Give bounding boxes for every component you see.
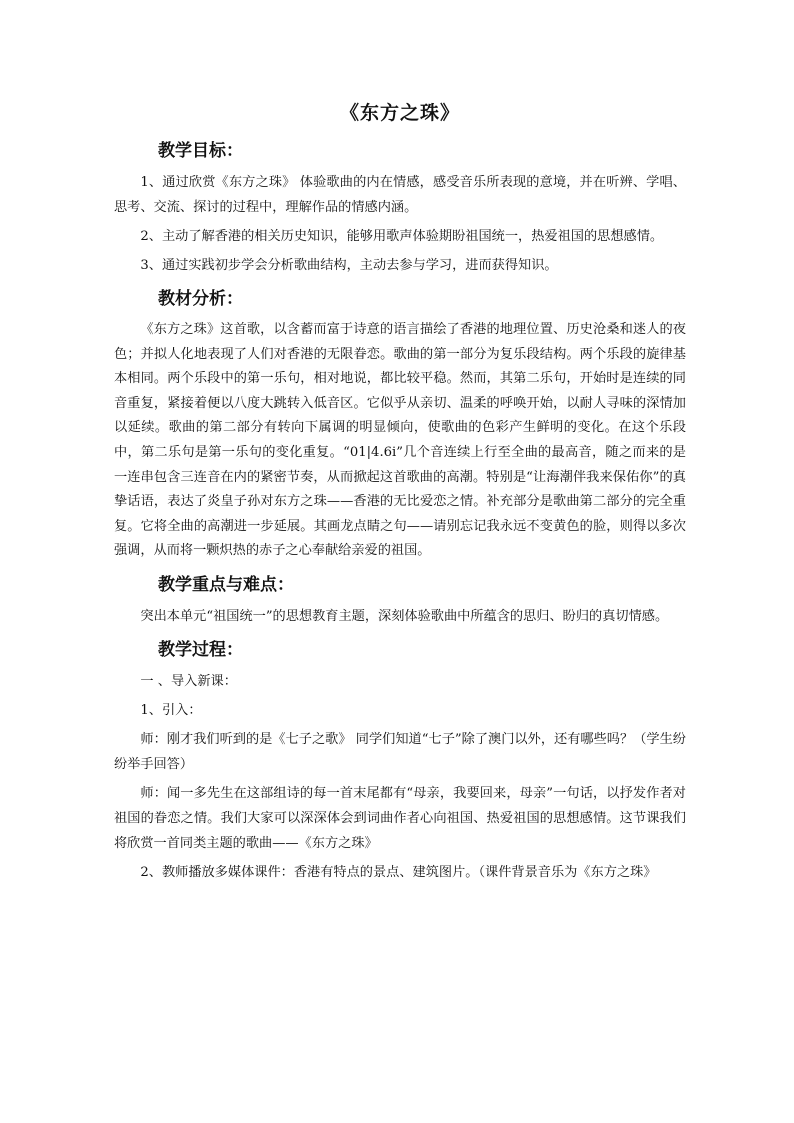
process-step-intro-heading: 一 、导入新课： bbox=[140, 673, 237, 689]
process-step-1-label: 1、引入： bbox=[140, 702, 202, 718]
section-key-points bbox=[114, 570, 686, 629]
objective-paragraph-3: 3、通过实践初步学会分析歌曲结构，主动去参与学习，进而获得知识。 bbox=[140, 258, 558, 273]
material-analysis-paragraph: 《东方之珠》这首歌，以含蓄而富于诗意的语言描绘了香港的地理位置、历史沧桑和迷人的夜色；并拟人化地表现了人们对香港的无限眷恋。歌曲的第一部分为复乐段结构。两个乐段的旋律基本相同。两个乐段中的第一乐句，相对地说，都比较平稳。然而，其第二乐句，开始时是连续的同音重复，紧接着便以八度大跳转入低音区。它似乎从亲切、温柔的呼唤开始，以耐人寻味的深情加以延续。歌曲的第二部分有转向下属调的明显倾向，使歌曲的色彩产生鲜明的变化。在这个乐段中，第二乐句是第一乐句的变化重复。“01|4.6i”几个音连续上行至全曲的最高音，随之而来的是一连串包含三连音在内的紧密节奏，从而掀起这首歌曲的高潮。特别是“让海潮伴我来保佑你”的真挚话语，表达了炎皇子孙对东方之珠——香港的无比爱恋之情。补充部分是歌曲第二部分的完全重复。它将全曲的高潮进一步延展。其画龙点睛之句——请别忘记我永远不变黄色的脸，则得以多次强调，从而将一颗炽热的赤子之心奉献给亲爱的祖国。 bbox=[114, 322, 686, 559]
process-step-2: 2、教师播放多媒体课件：香港有特点的景点、建筑图片。（课件背景音乐为《东方之珠》 bbox=[140, 864, 657, 880]
objective-paragraph-2: 2、主动了解香港的相关历史知识，能够用歌声体验期盼祖国统一，热爱祖国的思想感情。 bbox=[140, 229, 664, 244]
section-heading-objectives: 教学目标： bbox=[158, 141, 243, 161]
process-teacher-line-2: 师：闻一多先生在这部组诗的每一首末尾都有“母亲，我要回来，母亲”一句话，以抒发作者对祖国的眷恋之情。我们大家可以深深体会到词曲作者心向祖国、热爱祖国的思想感情。这节课我们将欣赏一首同类主题的歌曲——《东方之珠》 bbox=[114, 785, 686, 851]
section-heading-material-analysis: 教材分析： bbox=[158, 289, 243, 309]
objective-paragraph-1: 1、通过欣赏《东方之珠》 体验歌曲的内在情感，感受音乐所表现的意境，并在听辨、学唱、思考、交流、探讨的过程中，理解作品的情感内涵。 bbox=[114, 175, 686, 215]
section-material-analysis bbox=[114, 284, 686, 564]
section-objectives bbox=[114, 136, 686, 278]
key-points-paragraph: 突出本单元“祖国统一”的思想教育主题，深刻体验歌曲中所蕴含的思归、盼归的真切情感。 bbox=[140, 608, 669, 624]
document-body bbox=[114, 96, 686, 889]
document-title: 《东方之珠》 bbox=[339, 102, 460, 124]
section-teaching-process bbox=[114, 635, 686, 885]
process-teacher-line-1: 师：刚才我们听到的是《七子之歌》 同学们知道“七子”除了澳门以外，还有哪些吗？（学生纷纷举手回答） bbox=[114, 731, 686, 772]
section-heading-key-points: 教学重点与难点： bbox=[158, 574, 294, 595]
section-heading-teaching-process: 教学过程： bbox=[158, 639, 243, 660]
